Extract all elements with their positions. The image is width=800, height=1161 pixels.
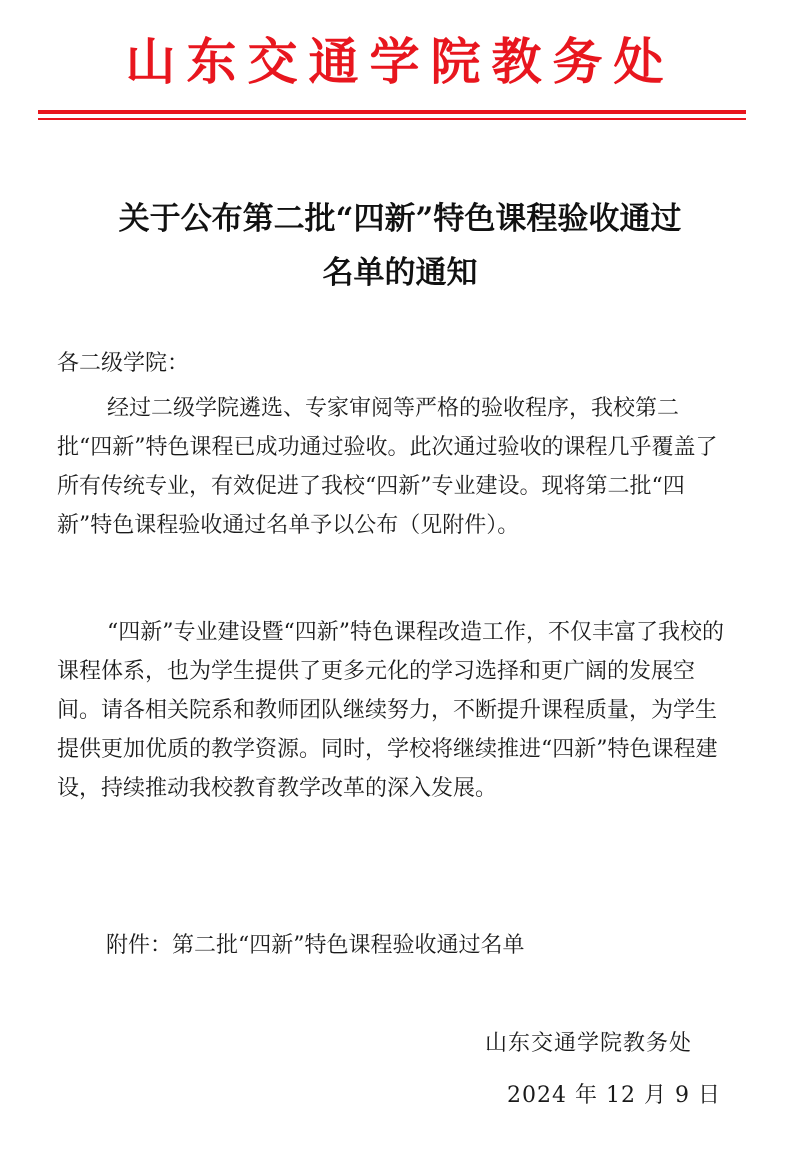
body-paragraph-1: 经过二级学院遴选、专家审阅等严格的验收程序，我校第二批“四新”特色课程已成功通过验收。此次通过验收的课程几乎覆盖了所有传统专业，有效促进了我校“四新”专业建设。现将第二批“四新”特色课程验收通过名单予以公布（见附件）。 [57,396,718,538]
signature-issuer: 山东交通学院教务处 [485,1031,693,1056]
body-paragraph-2: “四新”专业建设暨“四新”特色课程改造工作，不仅丰富了我校的课程体系，也为学生提供了更多元化的学习选择和更广阔的发展空间。请各相关院系和教师团队继续努力，不断提升课程质量，为学生提供更加优质的教学资源。同时，学校将继续推进“四新”特色课程建设，持续推动我校教育教学改革的深入发展。 [57,620,724,801]
masthead-organization: 山东交通学院教务处 [125,32,675,91]
document-title [40,192,760,300]
salutation: 各二级学院： [57,351,190,376]
signature-date: 2024 年 12 月 9 日 [507,1083,721,1108]
masthead-red-rule-thin [38,118,746,120]
document-title-line-2: 名单的通知 [322,255,478,291]
attachment-note: 附件：第二批“四新”特色课程验收通过名单 [106,933,525,958]
document-title-line-1: 关于公布第二批“四新”特色课程验收通过 [118,201,682,237]
masthead-red-rule [38,110,746,114]
